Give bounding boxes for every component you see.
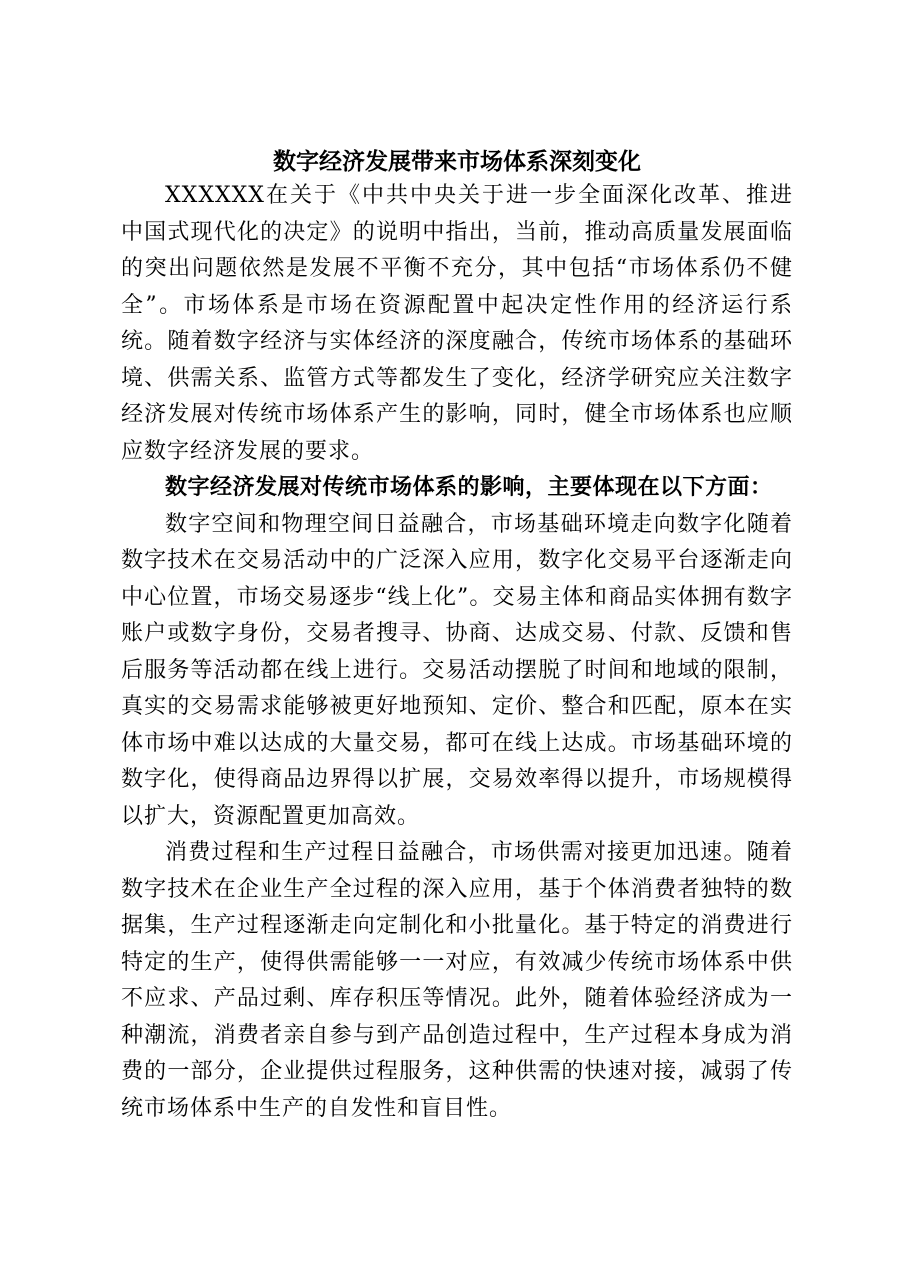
paragraph-supply-demand: 消费过程和生产过程日益融合，市场供需对接更加迅速。随着数字技术在企业生产全过程的深入应用，基于个体消费者独特的数据集，生产过程逐渐走向定制化和小批量化。基于特定的消费进行特定的生产，使得供需能够一一对应，有效减少传统市场体系中供不应求、产品过剩、库存积压等情况。此外，随着体验经济成为一种潮流，消费者亲自参与到产品创造过程中，生产过程本身成为消费的一部分，企业提供过程服务，这种供需的快速对接，减弱了传统市场体系中生产的自发性和盲目性。 [121,840,793,1121]
paragraph-digital-environment: 数字空间和物理空间日益融合，市场基础环境走向数字化随着数字技术在交易活动中的广泛深入应用，数字化交易平台逐渐走向中心位置，市场交易逐步“线上化”。交易主体和商品实体拥有数字账户或数字身份，交易者搜寻、协商、达成交易、付款、反馈和售后服务等活动都在线上进行。交易活动摆脱了时间和地域的限制，真实的交易需求能够被更好地预知、定价、整合和匹配，原本在实体市场中难以达成的大量交易，都可在线上达成。市场基础环境的数字化，使得商品边界得以扩展，交易效率得以提升，市场规模得以扩大，资源配置更加高效。 [121,511,793,829]
paragraph-intro: XXXXXX在关于《中共中央关于进一步全面深化改革、推进中国式现代化的决定》的说明中指出，当前，推动高质量发展面临的突出问题依然是发展不平衡不充分，其中包括“市场体系仍不健全”。市场体系是市场在资源配置中起决定性作用的经济运行系统。随着数字经济与实体经济的深度融合，传统市场体系的基础环境、供需关系、监管方式等都发生了变化，经济学研究应关注数字经济发展对传统市场体系产生的影响，同时，健全市场体系也应顺应数字经济发展的要求。 [121,183,793,464]
document-body [121,146,793,1127]
paragraph-section-heading: 数字经济发展对传统市场体系的影响，主要体现在以下方面： [165,475,773,500]
document-title: 数字经济发展带来市场体系深刻变化 [273,148,641,175]
